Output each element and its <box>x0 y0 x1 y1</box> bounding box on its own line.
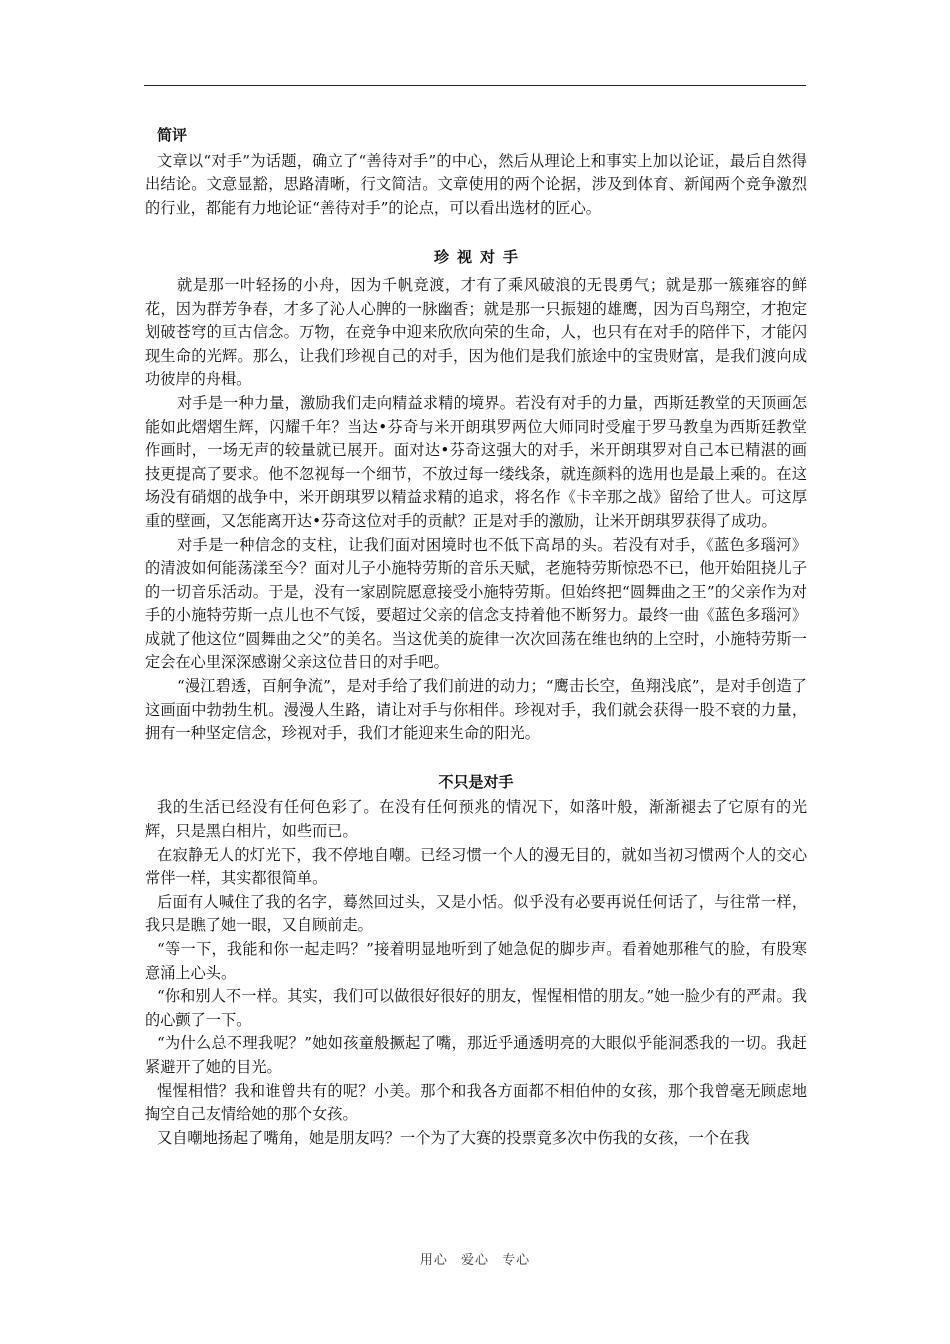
essay2-paragraph-2: 在寂静无人的灯光下，我不停地自嘲。已经习惯一个人的漫无目的，就如当初习惯两个人的交心常伴一样，其实都很简单。 <box>145 845 807 888</box>
essay1-paragraph-2: 对手是一种力量，激励我们走向精益求精的境界。若没有对手的力量，西斯廷教堂的天顶画怎能如此熠熠生辉，闪耀千年？当达•芬奇与米开朗琪罗两位大师同时受雇于罗马教皇为西斯廷教堂作画时，一场无声的较量就已展开。面对达•芬奇这强大的对手，米开朗琪罗对自己本已精湛的画技更提高了要求。他不忽视每一个细节，不放过每一缕线条，就连颜料的选用也是最上乘的。在这场没有硝烟的战争中，米开朗琪罗以精益求精的追求，将名作《卡辛那之战》留给了世人。可这厚重的壁画，又怎能离开达•芬奇这位对手的贡献？正是对手的激励，让米开朗琪罗获得了成功。 <box>145 393 807 530</box>
essay2-paragraph-3: 后面有人喊住了我的名字，蓦然回过头，又是小恬。似乎没有必要再说任何话了，与往常一样，我只是瞧了她一眼，又自顾前走。 <box>145 892 807 935</box>
essay1-paragraph-4: “漫江碧透，百舸争流”，是对手给了我们前进的动力；“鹰击长空，鱼翔浅底”，是对手创造了这画面中勃勃生机。漫漫人生路，请让对手与你相伴。珍视对手，我们就会获得一股不衰的力量，拥有一种坚定信念，珍视对手，我们才能迎来生命的阳光。 <box>145 677 807 743</box>
page-footer: 用心 爱心 专心 <box>419 1253 531 1268</box>
essay2-paragraph-8: 又自嘲地扬起了嘴角，她是朋友吗？一个为了大赛的投票竟多次中伤我的女孩，一个在我 <box>157 1128 750 1147</box>
review-paragraph: 文章以“对手”为话题，确立了“善待对手”的中心，然后从理论上和事实上加以论证，最后自然得出结论。文意显豁，思路清晰，行文简洁。文章使用的两个论据，涉及到体育、新闻两个竞争激烈的行业，都能有力地论证“善待对手”的论点，可以看出选材的匠心。 <box>145 151 807 217</box>
document-body <box>145 124 807 1150</box>
essay2-paragraph-6: “为什么总不理我呢？”她如孩童般撅起了嘴，那近乎通透明亮的大眼似乎能洞悉我的一切。我赶紧避开了她的目光。 <box>145 1034 807 1076</box>
essay2-title: 不只是对手 <box>438 772 514 791</box>
review-title: 简评 <box>157 126 188 144</box>
essay2-paragraph-4: “等一下，我能和你一起走吗？”接着明显地听到了她急促的脚步声。看着她那稚气的脸，有股寒意涌上心头。 <box>145 940 807 982</box>
essay2-paragraph-5: “你和别人不一样。其实，我们可以做很好很好的朋友，惺惺相惜的朋友。”她一脸少有的严肃。我的心颤了一下。 <box>145 987 807 1029</box>
essay1-paragraph-1: 就是那一叶轻扬的小舟，因为千帆竞渡，才有了乘风破浪的无畏勇气；就是那一簇雍容的鲜花，因为群芳争春，才多了沁人心脾的一脉幽香；就是那一只振翅的雄鹰，因为百鸟翔空，才抱定划破苍穹的亘古信念。万物，在竞争中迎来欣欣向荣的生命，人，也只有在对手的陪伴下，才能闪现生命的光辉。那么，让我们珍视自己的对手，因为他们是我们旅途中的宝贵财富，是我们渡向成功彼岸的舟楫。 <box>145 275 807 389</box>
header-rule <box>144 85 806 86</box>
essay1-title: 珍视对手 <box>433 248 526 267</box>
essay2-paragraph-7: 惺惺相惜？我和谁曾共有的呢？小美。那个和我各方面都不相伯仲的女孩，那个我曾毫无顾虑地掏空自己友情给她的那个女孩。 <box>145 1081 807 1124</box>
essay2-paragraph-1: 我的生活已经没有任何色彩了。在没有任何预兆的情况下，如落叶般，渐渐褪去了它原有的光辉，只是黑白相片，如些而已。 <box>145 798 807 841</box>
essay1-paragraph-3: 对手是一种信念的支柱，让我们面对困境时也不低下高昂的头。若没有对手，《蓝色多瑙河》的清波如何能荡漾至今？面对儿子小施特劳斯的音乐天赋，老施特劳斯惊恐不已，他开始阻挠儿子的一切音乐活动。于是，没有一家剧院愿意接受小施特劳斯。但始终把“圆舞曲之王”的父亲作为对手的小施特劳斯一点儿也不气馁，要超过父亲的信念支持着他不断努力。最终一曲《蓝色多瑙河》成就了他这位“圆舞曲之父”的美名。当这优美的旋律一次次回荡在维也纳的上空时，小施特劳斯一定会在心里深深感谢父亲这位昔日的对手吧。 <box>145 535 807 672</box>
